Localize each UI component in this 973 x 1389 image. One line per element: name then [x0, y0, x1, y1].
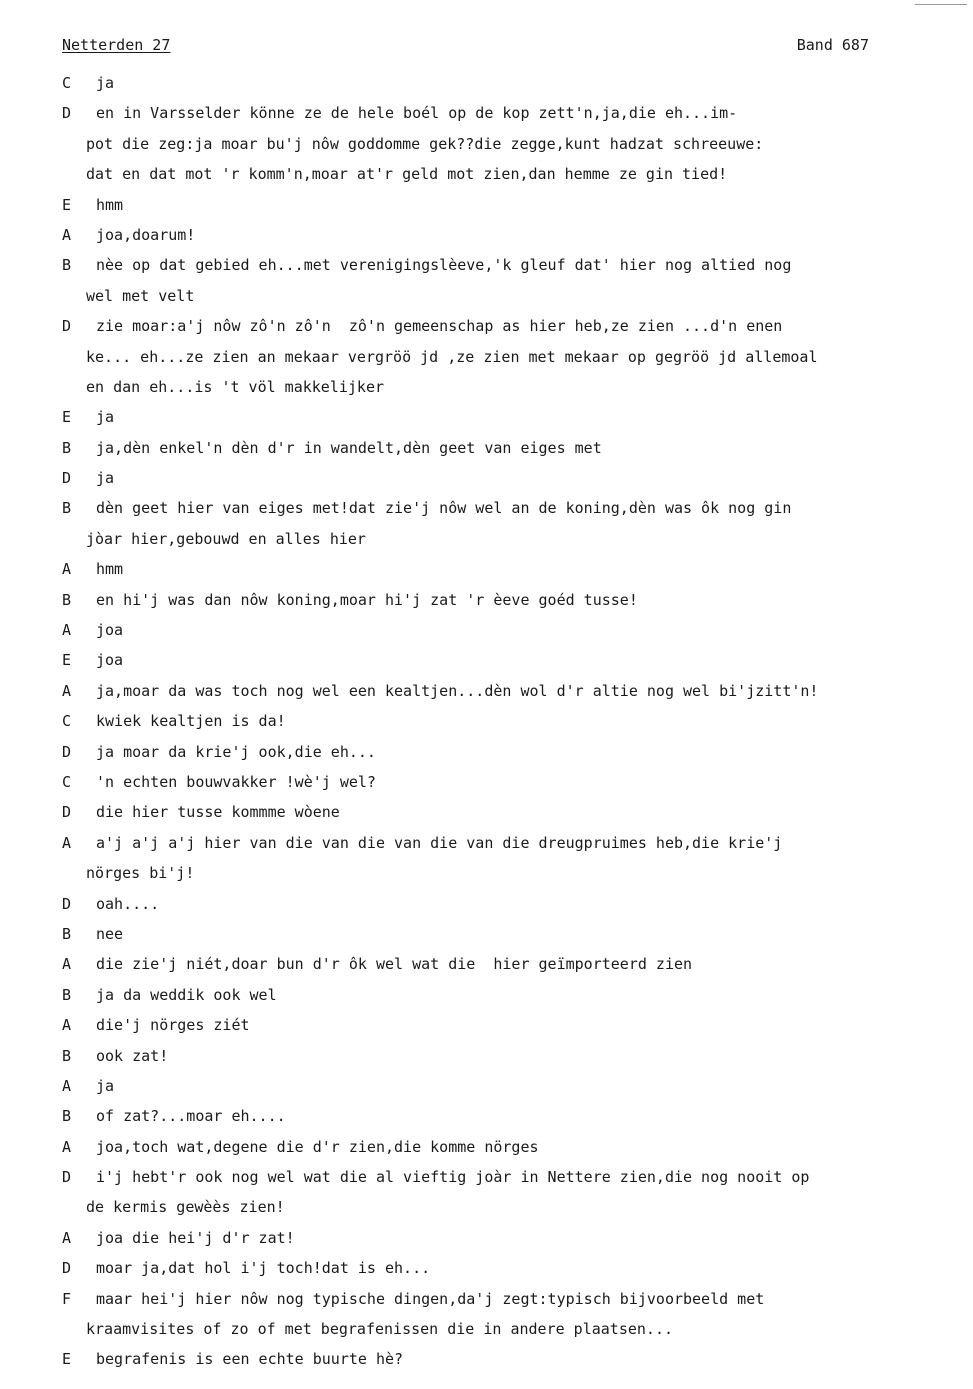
document-location-title: Netterden 27 [62, 36, 171, 54]
utterance-text [62, 889, 952, 919]
speaker-label: E [62, 408, 72, 427]
utterance-text [62, 1284, 952, 1345]
transcript-entry [62, 433, 952, 463]
transcript-entry [62, 767, 952, 797]
utterance-line: kwiek kealtjen is da! [96, 712, 286, 731]
utterance-text [62, 737, 952, 767]
utterance-line: ke... eh...ze zien an mekaar vergröö jd ,ze zien met mekaar op gegröö jd allemoal [86, 347, 818, 366]
transcript-entry [62, 250, 952, 311]
top-edge-mark [915, 4, 967, 5]
utterance-text [62, 1253, 952, 1283]
utterance-text [62, 828, 952, 889]
utterance-text [62, 433, 952, 463]
utterance-line: dèn geet hier van eiges met!dat zie'j nôw wel an de koning,dèn was ôk nog gin [96, 499, 792, 518]
utterance-text [62, 1101, 952, 1131]
transcript-entry [62, 1344, 952, 1374]
transcript-entry [62, 645, 952, 675]
utterance-line: joa [96, 651, 124, 670]
utterance-text [62, 402, 952, 432]
transcript-entry [62, 311, 952, 402]
speaker-label: B [62, 438, 72, 457]
speaker-label: A [62, 560, 72, 579]
utterance-line: ja da weddik ook wel [96, 985, 277, 1004]
utterance-line: en dan eh...is 't völ makkelijker [86, 377, 385, 396]
speaker-label: B [62, 1046, 72, 1065]
transcript-entry [62, 676, 952, 706]
transcript-entry [62, 1132, 952, 1162]
utterance-line: moar ja,dat hol i'j toch!dat is eh... [96, 1259, 431, 1278]
utterance-text [62, 493, 952, 554]
transcript-entry [62, 68, 952, 98]
utterance-text [62, 949, 952, 979]
speaker-label: A [62, 681, 72, 700]
transcript-entry [62, 1284, 952, 1345]
transcript-body [62, 68, 952, 1375]
transcript-entry [62, 797, 952, 827]
utterance-line: joa die hei'j d'r zat! [96, 1228, 295, 1247]
speaker-label: D [62, 469, 72, 488]
speaker-label: A [62, 1016, 72, 1035]
utterance-line: ja [96, 74, 115, 92]
transcript-entry [62, 585, 952, 615]
utterance-line: 'n echten bouwvakker !wè'j wel? [96, 772, 376, 791]
utterance-text [62, 919, 952, 949]
utterance-line: hmm [96, 560, 124, 579]
tape-number: Band 687 [796, 36, 869, 54]
utterance-line: i'j hebt'r ook nog wel wat die al vieftig joàr in Nettere zien,die nog nooit op [96, 1168, 810, 1187]
utterance-line: hmm [96, 195, 124, 214]
utterance-text [62, 1041, 952, 1071]
utterance-line: pot die zeg:ja moar bu'j nôw goddomme gek??die zegge,kunt hadzat schreeuwe: [86, 134, 764, 153]
speaker-label: A [62, 1228, 72, 1247]
utterance-text [62, 980, 952, 1010]
utterance-line: nèe op dat gebied eh...met verenigingslèeve,'k gleuf dat' hier nog altied nog [96, 256, 792, 275]
transcript-entry [62, 220, 952, 250]
speaker-label: C [62, 772, 72, 791]
speaker-label: A [62, 1076, 72, 1095]
utterance-line: joa,toch wat,degene die d'r zien,die komme nörges [96, 1137, 539, 1156]
utterance-text [62, 68, 952, 98]
utterance-line: nörges bi'j! [86, 864, 195, 883]
speaker-label: B [62, 499, 72, 518]
transcript-entry [62, 554, 952, 584]
utterance-text [62, 220, 952, 250]
utterance-line: a'j a'j a'j hier van die van die van die van die dreugpruimes heb,die krie'j [96, 833, 783, 852]
speaker-label: D [62, 317, 72, 336]
utterance-line: en hi'j was dan nôw koning,moar hi'j zat 'r èeve goéd tusse! [96, 590, 638, 609]
utterance-line: wel met velt [86, 286, 195, 305]
transcript-entry [62, 463, 952, 493]
utterance-text [62, 1223, 952, 1253]
utterance-line: kraamvisites of zo of met begrafenissen die in andere plaatsen... [86, 1320, 673, 1339]
utterance-line: ook zat! [96, 1046, 169, 1065]
speaker-label: A [62, 621, 72, 640]
speaker-label: D [62, 742, 72, 761]
utterance-text [62, 311, 952, 402]
transcript-entry [62, 919, 952, 949]
utterance-text [62, 767, 952, 797]
speaker-label: F [62, 1289, 72, 1308]
utterance-text [62, 645, 952, 675]
transcript-entry [62, 737, 952, 767]
speaker-label: A [62, 225, 72, 244]
speaker-label: B [62, 590, 72, 609]
transcript-entry [62, 402, 952, 432]
utterance-line: die'j nörges ziét [96, 1016, 250, 1035]
speaker-label: D [62, 1168, 72, 1187]
speaker-label: C [62, 712, 72, 731]
speaker-label: B [62, 256, 72, 275]
transcript-entry [62, 493, 952, 554]
speaker-label: D [62, 104, 72, 123]
utterance-line: ja moar da krie'j ook,die eh... [96, 742, 376, 761]
utterance-text [62, 615, 952, 645]
speaker-label: C [62, 74, 72, 92]
utterance-text [62, 463, 952, 493]
utterance-text [62, 250, 952, 311]
speaker-label: E [62, 1350, 72, 1369]
utterance-text [62, 1071, 952, 1101]
utterance-line: ja [96, 469, 115, 488]
utterance-text [62, 1132, 952, 1162]
utterance-line: die hier tusse kommme wòene [96, 803, 340, 822]
speaker-label: B [62, 924, 72, 943]
transcript-entry [62, 706, 952, 736]
utterance-text [62, 554, 952, 584]
transcript-entry [62, 980, 952, 1010]
speaker-label: D [62, 1259, 72, 1278]
utterance-line: joa [96, 621, 124, 640]
utterance-text [62, 1344, 952, 1374]
utterance-line: ja [96, 408, 115, 427]
utterance-line: de kermis gewèès zien! [86, 1198, 285, 1217]
utterance-line: ja,dèn enkel'n dèn d'r in wandelt,dèn geet van eiges met [96, 438, 602, 457]
transcript-entry [62, 949, 952, 979]
utterance-line: die zie'j niét,doar bun d'r ôk wel wat die hier geïmporteerd zien [96, 955, 693, 974]
transcript-entry [62, 1223, 952, 1253]
speaker-label: A [62, 955, 72, 974]
speaker-label: A [62, 833, 72, 852]
transcript-entry [62, 1162, 952, 1223]
utterance-text [62, 585, 952, 615]
transcript-entry [62, 1101, 952, 1131]
transcript-entry [62, 889, 952, 919]
utterance-text [62, 706, 952, 736]
utterance-text [62, 797, 952, 827]
utterance-text [62, 98, 952, 189]
transcript-entry [62, 190, 952, 220]
transcript-entry [62, 615, 952, 645]
utterance-line: jòar hier,gebouwd en alles hier [86, 529, 366, 548]
utterance-line: joa,doarum! [96, 225, 196, 244]
utterance-line: ja [96, 1076, 115, 1095]
utterance-line: oah.... [96, 894, 160, 913]
speaker-label: A [62, 1137, 72, 1156]
utterance-text [62, 1010, 952, 1040]
speaker-label: E [62, 195, 72, 214]
utterance-line: of zat?...moar eh.... [96, 1107, 286, 1126]
speaker-label: D [62, 803, 72, 822]
transcript-entry [62, 1041, 952, 1071]
speaker-label: D [62, 894, 72, 913]
utterance-text [62, 1162, 952, 1223]
transcript-entry [62, 828, 952, 889]
utterance-line: zie moar:a'j nôw zô'n zô'n zô'n gemeenschap as hier heb,ze zien ...d'n enen [96, 317, 783, 336]
utterance-line: begrafenis is een echte buurte hè? [96, 1350, 404, 1369]
transcript-entry [62, 1253, 952, 1283]
speaker-label: B [62, 985, 72, 1004]
speaker-label: E [62, 651, 72, 670]
transcript-entry [62, 1010, 952, 1040]
utterance-text [62, 190, 952, 220]
page-header [62, 36, 869, 58]
utterance-text [62, 676, 952, 706]
utterance-line: en in Varsselder könne ze de hele boél op de kop zett'n,ja,die eh...im- [96, 104, 738, 123]
transcript-entry [62, 1071, 952, 1101]
speaker-label: B [62, 1107, 72, 1126]
utterance-line: dat en dat mot 'r komm'n,moar at'r geld mot zien,dan hemme ze gin tied! [86, 165, 728, 184]
utterance-line: ja,moar da was toch nog wel een kealtjen...dèn wol d'r altie nog wel bi'jzitt'n! [96, 681, 819, 700]
transcript-entry [62, 98, 952, 189]
utterance-line: maar hei'j hier nôw nog typische dingen,da'j zegt:typisch bijvoorbeeld met [96, 1289, 765, 1308]
utterance-line: nee [96, 924, 124, 943]
